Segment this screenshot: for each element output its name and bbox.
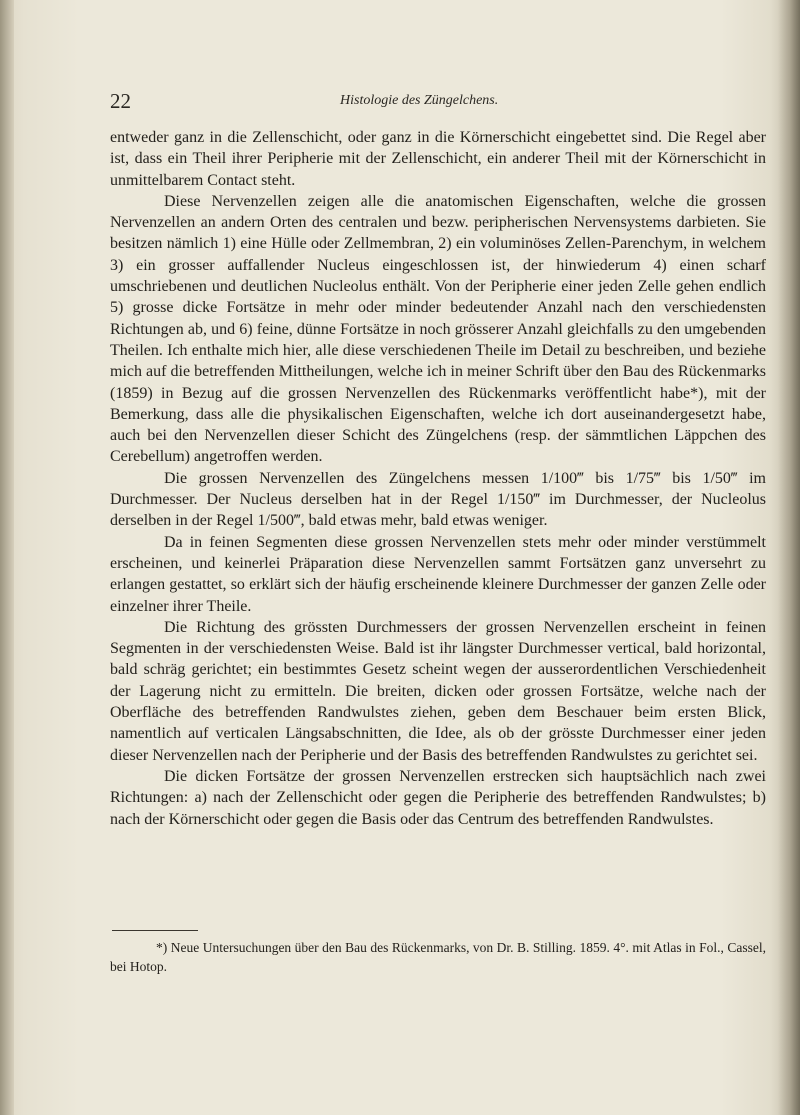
page-number: 22 bbox=[110, 89, 131, 113]
footnote-text: *) Neue Untersuchungen über den Bau des Rückenmarks, von Dr. B. Stilling. 1859. 4°. mit Atlas in Fol., Cassel, bei Hotop. bbox=[110, 940, 766, 974]
paragraph-1: entweder ganz in die Zellenschicht, oder ganz in die Körnerschicht eingebettet sind. Die Regel aber ist, dass ein Theil ihrer Peripherie mit der Zellenschicht, ein anderer Theil mit der Körnerschicht in unmittelbarem Contact steht. bbox=[110, 129, 766, 189]
page-edge-shadow bbox=[778, 0, 800, 1115]
paragraph-2: Diese Nervenzellen zeigen alle die anatomischen Eigenschaften, welche die grossen Nervenzellen an andern Orten des centralen und bezw. peripherischen Nervensystems darbieten. Sie besitzen nämlich 1) eine Hülle oder Zellmembran, 2) ein voluminöses Zellen-Parenchym, in welchem 3) ein grosser auffallender Nucleus eingeschlossen ist, der hinwiederum 4) einen scharf umschriebenen und deutlichen Nucleolus enthält. Von der Peripherie einer jeden Zelle gehen endlich 5) grosse dicke Fortsätze in mehr oder minder bedeutender Anzahl nach den verschiedensten Richtungen ab, und 6) feine, dünne Fortsätze in noch grösserer Anzahl gleichfalls zu den umgebenden Theilen. Ich enthalte mich hier, alle diese verschiedenen Theile im Detail zu beschreiben, und beziehe mich auf die betreffenden Mittheilungen, welche ich in meiner Schrift über den Bau des Rückenmarks (1859) in Bezug auf die grossen Nervenzellen des Rückenmarks veröffentlicht habe*), mit der Bemerkung, dass alle die physikalischen Eigenschaften, welche ich dort auseinandergesetzt habe, auch bei den Nervenzellen dieser Schicht des Züngelchens (resp. der sämmtlichen Läppchen des Cerebellum) angetroffen werden. bbox=[110, 192, 766, 466]
running-title: Histologie des Züngelchens. bbox=[340, 93, 499, 108]
footnote bbox=[110, 938, 766, 976]
page-gutter-shadow bbox=[0, 0, 14, 1115]
paragraph-6: Die dicken Fortsätze der grossen Nervenzellen erstrecken sich hauptsächlich nach zwei Richtungen: a) nach der Zellenschicht oder gegen die Peripherie des betreffenden Randwulstes; b) nach der Körnerschicht oder gegen die Basis oder das Centrum des betreffenden Randwulstes. bbox=[110, 767, 766, 828]
footnote-rule bbox=[112, 930, 198, 931]
paragraph-5: Die Richtung des grössten Durchmessers der grossen Nervenzellen erscheint in feinen Segmenten in der verschiedensten Weise. Bald ist ihr längster Durchmesser vertical, bald horizontal, bald schräg gerichtet; ein bestimmtes Gesetz scheint wegen der ausserordentlichen Verschiedenheit der Lagerung nicht zu ermitteln. Die breiten, dicken oder grossen Fortsätze, welche nach der Oberfläche des betreffenden Randwulstes ziehen, geben dem Beschauer beim ersten Blick, namentlich auf verticalen Längsabschnitten, die Idee, als ob der grösste Durchmesser einer jeden dieser Nervenzellen nach der Peripherie und der Basis des betreffenden Randwulstes zu gerichtet sei. bbox=[110, 618, 766, 764]
body-text bbox=[110, 127, 766, 830]
paragraph-4: Da in feinen Segmenten diese grossen Nervenzellen stets mehr oder minder verstümmelt erscheinen, und keinerlei Präparation diese Nervenzellen sammt Fortsätzen ganz unversehrt zu erlangen gestattet, so erklärt sich der häufig erscheinende kleinere Durchmesser der ganzen Zelle oder einzelner ihrer Theile. bbox=[110, 533, 766, 615]
paragraph-3: Die grossen Nervenzellen des Züngelchens messen 1/100‴ bis 1/75‴ bis 1/50‴ im Durchmesser. Der Nucleus derselben hat in der Regel 1/150‴ im Durchmesser, der Nucleolus derselben in der Regel 1/500‴, bald etwas mehr, bald etwas weniger. bbox=[110, 469, 766, 530]
page-header bbox=[110, 89, 770, 115]
